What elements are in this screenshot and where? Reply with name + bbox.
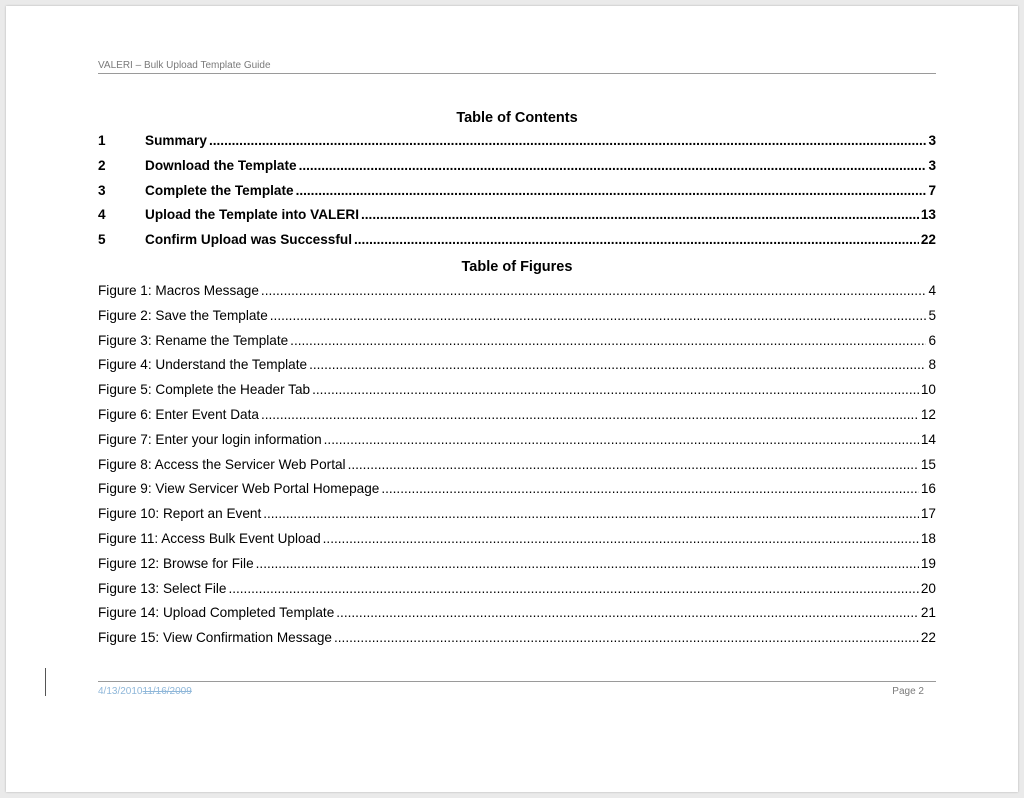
tof-entry[interactable] bbox=[98, 357, 936, 382]
tof-entry-label: Figure 12: Browse for File bbox=[98, 555, 254, 571]
revision-bar bbox=[45, 668, 46, 696]
tof-entry[interactable] bbox=[98, 581, 936, 606]
toc-entry-label: Upload the Template into VALERI bbox=[145, 207, 359, 223]
tof-dot-leader bbox=[256, 556, 919, 571]
tof-entry-page: 5 bbox=[928, 307, 936, 323]
tof-entry[interactable] bbox=[98, 531, 936, 556]
tof-dot-leader bbox=[323, 531, 919, 546]
tof-entry[interactable] bbox=[98, 506, 936, 531]
footer-date-deleted: 11/16/2009 bbox=[142, 686, 192, 697]
toc-entry-number: 4 bbox=[98, 207, 106, 223]
tof-entry-page: 6 bbox=[928, 332, 936, 348]
toc-title: Table of Contents bbox=[456, 110, 578, 126]
toc-dot-leader bbox=[361, 207, 919, 222]
toc-dot-leader bbox=[209, 133, 926, 148]
toc-entry-page: 22 bbox=[920, 232, 936, 248]
tof-entry-label: Figure 5: Complete the Header Tab bbox=[98, 382, 311, 398]
tof-entry-label: Figure 4: Understand the Template bbox=[98, 357, 308, 373]
tof-entry-label: Figure 15: View Confirmation Message bbox=[98, 630, 332, 646]
toc-dot-leader bbox=[354, 232, 919, 247]
tof-entry-label: Figure 13: Select File bbox=[98, 580, 227, 596]
tof-dot-leader bbox=[228, 581, 918, 596]
toc-entry-number: 3 bbox=[98, 182, 106, 198]
toc-entry-page: 3 bbox=[928, 133, 936, 148]
toc-entry[interactable] bbox=[98, 183, 936, 208]
footer-date-new: 4/13/2010 bbox=[98, 686, 143, 697]
tof-entry[interactable] bbox=[98, 333, 936, 358]
tof-entry[interactable] bbox=[98, 481, 936, 506]
footer-page-number: Page 2 bbox=[892, 686, 924, 697]
tof-entry-page: 19 bbox=[920, 555, 936, 571]
toc-entry-number: 5 bbox=[98, 232, 106, 248]
tof-entry[interactable] bbox=[98, 457, 936, 482]
tof-entry-label: Figure 9: View Servicer Web Portal Homepage bbox=[98, 481, 380, 497]
toc-entry-page: 13 bbox=[920, 207, 936, 223]
toc-dot-leader bbox=[299, 158, 927, 173]
toc-entry[interactable] bbox=[98, 207, 936, 232]
toc-dot-leader bbox=[296, 183, 927, 198]
tof-entry-page: 22 bbox=[920, 630, 936, 646]
tof-dot-leader bbox=[309, 357, 926, 372]
tof-entry-label: Figure 11: Access Bulk Event Upload bbox=[98, 530, 321, 546]
toc-entry-label: Complete the Template bbox=[145, 182, 294, 198]
tof-entry[interactable] bbox=[98, 605, 936, 630]
tof-entry-label: Figure 2: Save the Template bbox=[98, 307, 268, 323]
toc-entry-label: Summary bbox=[145, 133, 207, 148]
tof-dot-leader bbox=[324, 432, 919, 447]
tof-entry-page: 18 bbox=[920, 530, 936, 546]
tof-dot-leader bbox=[334, 630, 919, 645]
tof-dot-leader bbox=[312, 382, 919, 397]
tof-entry-label: Figure 14: Upload Completed Template bbox=[98, 605, 335, 621]
tof-dot-leader bbox=[336, 605, 919, 620]
tof-entry-label: Figure 6: Enter Event Data bbox=[98, 406, 259, 422]
tof-entry-page: 8 bbox=[928, 357, 936, 373]
tof-entry-page: 14 bbox=[920, 431, 936, 447]
tof-entry[interactable] bbox=[98, 283, 936, 308]
tof-entry-label: Figure 1: Macros Message bbox=[98, 283, 259, 298]
toc-entry-page: 3 bbox=[928, 157, 936, 173]
toc-list bbox=[98, 133, 936, 257]
tof-entry-page: 16 bbox=[920, 481, 936, 497]
tof-entry-page: 15 bbox=[920, 456, 936, 472]
tof-dot-leader bbox=[381, 481, 919, 496]
tof-entry-page: 10 bbox=[920, 382, 936, 398]
tof-entry[interactable] bbox=[98, 382, 936, 407]
tof-dot-leader bbox=[261, 283, 927, 298]
tof-entry-page: 4 bbox=[928, 283, 936, 298]
tof-dot-leader bbox=[261, 407, 919, 422]
toc-entry-number: 1 bbox=[98, 133, 106, 148]
tof-dot-leader bbox=[263, 506, 919, 521]
toc-entry[interactable] bbox=[98, 232, 936, 257]
tof-list bbox=[98, 283, 936, 655]
tof-entry[interactable] bbox=[98, 407, 936, 432]
toc-entry-page: 7 bbox=[928, 182, 936, 198]
tof-dot-leader bbox=[290, 333, 926, 348]
page-footer bbox=[98, 681, 936, 699]
tof-entry[interactable] bbox=[98, 308, 936, 333]
tof-entry-label: Figure 3: Rename the Template bbox=[98, 332, 289, 348]
tof-entry-page: 17 bbox=[920, 506, 936, 522]
tof-title: Table of Figures bbox=[461, 259, 573, 275]
tof-entry-label: Figure 10: Report an Event bbox=[98, 506, 262, 522]
tof-entry[interactable] bbox=[98, 432, 936, 457]
toc-entry[interactable] bbox=[98, 158, 936, 183]
tof-entry-label: Figure 8: Access the Servicer Web Portal bbox=[98, 456, 346, 472]
page-header: VALERI – Bulk Upload Template Guide bbox=[98, 59, 936, 74]
tof-entry-page: 12 bbox=[920, 406, 936, 422]
tof-entry-page: 20 bbox=[920, 580, 936, 596]
tof-dot-leader bbox=[348, 457, 919, 472]
tof-entry[interactable] bbox=[98, 556, 936, 581]
toc-entry[interactable] bbox=[98, 133, 936, 158]
toc-entry-number: 2 bbox=[98, 157, 106, 173]
toc-entry-label: Download the Template bbox=[145, 157, 297, 173]
tof-entry-page: 21 bbox=[920, 605, 936, 621]
toc-entry-label: Confirm Upload was Successful bbox=[145, 232, 352, 248]
tof-entry[interactable] bbox=[98, 630, 936, 655]
tof-dot-leader bbox=[270, 308, 927, 323]
document-page bbox=[6, 6, 1018, 792]
tof-entry-label: Figure 7: Enter your login information bbox=[98, 431, 322, 447]
